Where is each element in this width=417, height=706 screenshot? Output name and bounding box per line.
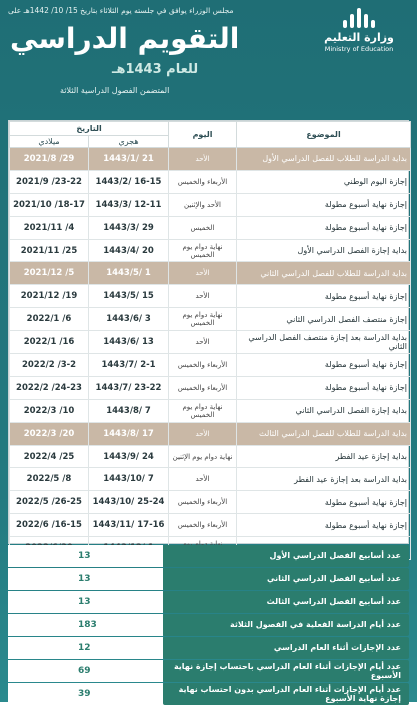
stat-row <box>8 591 409 613</box>
row-day: الأحد <box>169 262 237 285</box>
row-greg-date: 2021/12 /5 <box>10 262 89 285</box>
stat-value: 39 <box>8 683 163 705</box>
row-greg-date: 2021/8 /29 <box>10 148 89 171</box>
row-hijri-date: 1443/5/ 15 <box>89 285 169 308</box>
row-day: الأحد <box>169 285 237 308</box>
row-day: الأربعاء والخميس <box>169 491 237 514</box>
stat-label: عدد أسابيع الفصل الدراسي الثالث <box>163 591 409 613</box>
stat-label: عدد الإجازات أثناء العام الدراسي <box>163 637 409 659</box>
row-subject: إجازة نهاية أسبوع مطولة <box>237 285 411 308</box>
row-subject: بداية الدراسة بعد إجازة منتصف الفصل الدراسي الثاني <box>237 331 411 354</box>
row-greg-date: 2022/1 /16 <box>10 331 89 354</box>
row-hijri-date: 1443/5/ 1 <box>89 262 169 285</box>
row-subject: إجازة اليوم الوطني <box>237 170 411 193</box>
col-header-hijri: هجري <box>89 136 169 148</box>
page-title: التقويم الدراسي <box>10 22 240 55</box>
row-hijri-date: 1443/6/ 13 <box>89 331 169 354</box>
row-day: نهاية دوام يوم الإثنين <box>169 445 237 468</box>
row-hijri-date: 1443/8/ 7 <box>89 399 169 422</box>
stat-row <box>8 683 409 705</box>
row-hijri-date: 1443/8/ 17 <box>89 422 169 445</box>
table-row <box>10 376 411 399</box>
stat-value: 13 <box>8 545 163 567</box>
table-row <box>10 468 411 491</box>
stat-label: عدد أيام الإجازات أثناء العام الدراسي بدون احتساب نهاية إجازة نهاية الأسبوع <box>163 683 409 705</box>
col-header-date: التاريخ <box>10 122 169 136</box>
table-row <box>10 445 411 468</box>
ministry-logo-icon <box>341 6 377 28</box>
stat-label: عدد أسابيع الفصل الدراسي الأول <box>163 545 409 567</box>
col-header-greg: ميلادي <box>10 136 89 148</box>
table-row <box>10 514 411 537</box>
row-greg-date: 2022/3 /10 <box>10 399 89 422</box>
stat-row <box>8 545 409 567</box>
row-greg-date: 2022/5 /8 <box>10 468 89 491</box>
stat-value: 69 <box>8 660 163 682</box>
row-day: الأربعاء والخميس <box>169 376 237 399</box>
row-greg-date: 2021/11 /25 <box>10 239 89 262</box>
row-hijri-date: 1443/2/ 16-15 <box>89 170 169 193</box>
row-hijri-date: 1443/4/ 20 <box>89 239 169 262</box>
row-greg-date: 2022/4 /25 <box>10 445 89 468</box>
row-greg-date: 2022/6 /16-15 <box>10 514 89 537</box>
stat-row <box>8 660 409 682</box>
table-row <box>10 308 411 331</box>
table-row <box>10 491 411 514</box>
row-subject: إجازة نهاية أسبوع مطولة <box>237 193 411 216</box>
row-hijri-date: 1443/11/ 17-16 <box>89 514 169 537</box>
row-hijri-date: 1443/7/ 2-1 <box>89 354 169 377</box>
row-subject: إجازة نهاية أسبوع مطولة <box>237 491 411 514</box>
row-greg-date: 2022/3 /20 <box>10 422 89 445</box>
row-hijri-date: 1443/10/ 7 <box>89 468 169 491</box>
row-subject: بداية الدراسة للطلاب للفصل الدراسي الثاني <box>237 262 411 285</box>
table-row <box>10 148 411 171</box>
page-subtitle: المتضمن الفصول الدراسية الثلاثة <box>60 86 170 95</box>
row-subject: إجازة نهاية أسبوع مطولة <box>237 216 411 239</box>
row-hijri-date: 1443/6/ 3 <box>89 308 169 331</box>
col-header-subject: الموضوع <box>237 122 411 148</box>
table-row <box>10 285 411 308</box>
table-row <box>10 216 411 239</box>
row-greg-date: 2022/2 /3-2 <box>10 354 89 377</box>
row-greg-date: 2021/11 /4 <box>10 216 89 239</box>
row-subject: بداية الدراسة للطلاب للفصل الدراسي الثالث <box>237 422 411 445</box>
row-subject: بداية إجازة عيد الفطر <box>237 445 411 468</box>
row-subject: بداية الدراسة للطلاب للفصل الدراسي الأول <box>237 148 411 171</box>
row-day: الخميس <box>169 216 237 239</box>
ministry-name-ar: وزارة التعليم <box>324 31 394 44</box>
stat-value: 13 <box>8 591 163 613</box>
ministry-logo <box>309 6 409 53</box>
row-hijri-date: 1443/9/ 24 <box>89 445 169 468</box>
stat-row <box>8 614 409 636</box>
stat-label: عدد أسابيع الفصل الدراسي الثاني <box>163 568 409 590</box>
row-subject: إجازة نهاية أسبوع مطولة <box>237 514 411 537</box>
stat-value: 13 <box>8 568 163 590</box>
col-header-day: اليوم <box>169 122 237 148</box>
stat-value: 12 <box>8 637 163 659</box>
row-greg-date: 2022/5 /26-25 <box>10 491 89 514</box>
row-day: الأحد والإثنين <box>169 193 237 216</box>
academic-year: للعام 1443هـ <box>112 62 199 77</box>
row-subject: إجازة نهاية أسبوع مطولة <box>237 376 411 399</box>
calendar-table-card <box>8 120 409 544</box>
table-row <box>10 422 411 445</box>
stat-label: عدد أيام الدراسة الفعلية في الفصول الثلاثة <box>163 614 409 636</box>
row-greg-date: 2022/2 /24-23 <box>10 376 89 399</box>
row-day: الأربعاء والخميس <box>169 514 237 537</box>
row-subject: بداية إجازة الفصل الدراسي الثاني <box>237 399 411 422</box>
row-hijri-date: 1443/1/ 21 <box>89 148 169 171</box>
row-hijri-date: 1443/7/ 23-22 <box>89 376 169 399</box>
ministry-name-en: Ministry of Education <box>324 45 394 53</box>
row-day: الأحد <box>169 148 237 171</box>
row-day: الأحد <box>169 331 237 354</box>
calendar-table <box>9 121 411 560</box>
row-hijri-date: 1443/10/ 25-24 <box>89 491 169 514</box>
row-greg-date: 2021/10 /18-17 <box>10 193 89 216</box>
table-row <box>10 331 411 354</box>
table-row <box>10 399 411 422</box>
row-day: نهاية دوام يوم الخميس <box>169 239 237 262</box>
row-day: الأحد <box>169 422 237 445</box>
row-hijri-date: 1443/3/ 29 <box>89 216 169 239</box>
row-hijri-date: 1443/3/ 12-11 <box>89 193 169 216</box>
row-day: نهاية دوام يوم الخميس <box>169 308 237 331</box>
table-row <box>10 262 411 285</box>
stat-value: 183 <box>8 614 163 636</box>
table-row <box>10 239 411 262</box>
row-day: الأربعاء والخميس <box>169 354 237 377</box>
row-greg-date: 2021/9 /23-22 <box>10 170 89 193</box>
table-row <box>10 170 411 193</box>
decree-text: مجلس الوزراء يوافق في جلسته يوم الثلاثاء بتاريخ 15/ 10/ 1442هـ على <box>8 6 234 15</box>
stat-label: عدد أيام الإجازات أثناء العام الدراسي باحتساب إجازة نهاية الأسبوع <box>163 660 409 682</box>
row-day: الأحد <box>169 468 237 491</box>
row-greg-date: 2021/12 /19 <box>10 285 89 308</box>
table-row <box>10 193 411 216</box>
header <box>0 0 417 120</box>
stat-row <box>8 568 409 590</box>
row-subject: إجازة منتصف الفصل الدراسي الثاني <box>237 308 411 331</box>
row-subject: بداية الدراسة بعد إجازة عيد الفطر <box>237 468 411 491</box>
row-subject: بداية إجازة الفصل الدراسي الأول <box>237 239 411 262</box>
row-day: الأربعاء والخميس <box>169 170 237 193</box>
stats-list <box>8 545 409 706</box>
row-day: نهاية دوام يوم الخميس <box>169 399 237 422</box>
row-subject: إجازة نهاية أسبوع مطولة <box>237 354 411 377</box>
row-greg-date: 2022/1 /6 <box>10 308 89 331</box>
table-row <box>10 354 411 377</box>
stat-row <box>8 637 409 659</box>
